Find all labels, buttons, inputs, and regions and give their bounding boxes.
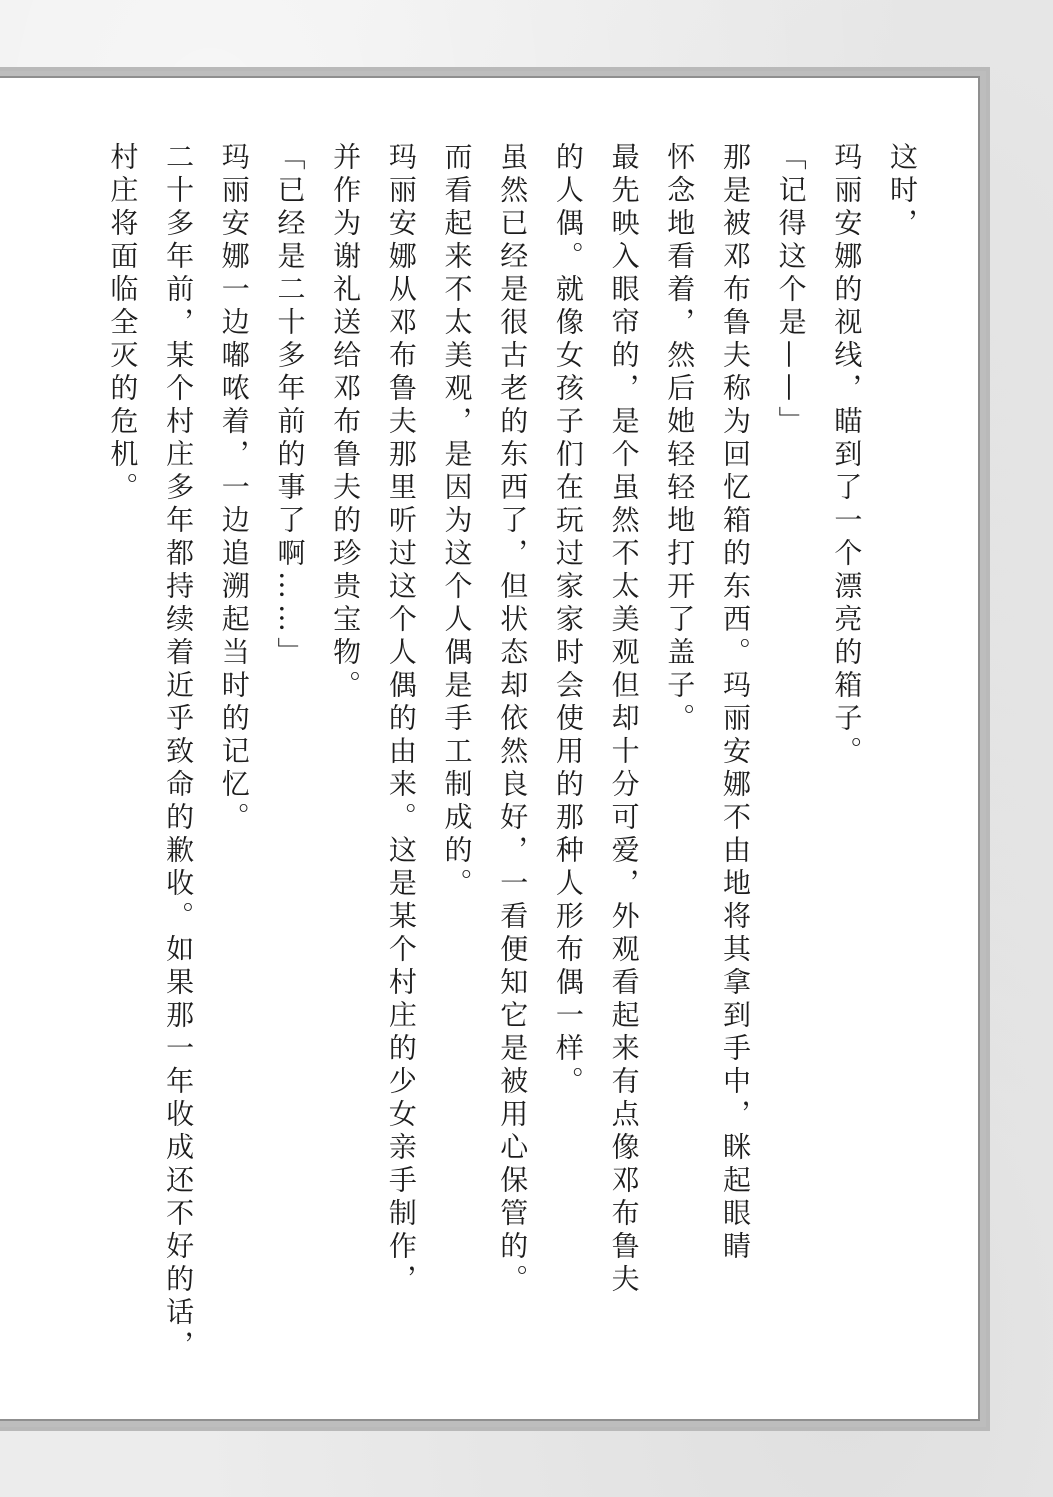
text-line-5: 怀念地看着，然后她轻轻地打开了盖子。 bbox=[663, 142, 697, 736]
text-line-9: 而看起来不太美观，是因为这个人偶是手工制成的。 bbox=[440, 142, 474, 901]
text-line-7: 的人偶。就像女孩子们在玩过家家时会使用的那种人形布偶一样。 bbox=[551, 142, 585, 1099]
text-line-8: 虽然已经是很古老的东西了，但状态却依然良好，一看便知它是被用心保管的。 bbox=[496, 142, 530, 1297]
text-line-1: 这时， bbox=[886, 142, 919, 241]
text-line-11: 并作为谢礼送给邓布鲁夫的珍贵宝物。 bbox=[329, 142, 363, 703]
text-line-10: 玛丽安娜从邓布鲁夫那里听过这个人偶的由来。这是某个村庄的少女亲手制作， bbox=[384, 142, 418, 1297]
text-line-13: 玛丽安娜一边嘟哝着，一边追溯起当时的记忆。 bbox=[217, 142, 251, 835]
text-line-3: 「记得这个是——」 bbox=[774, 142, 808, 439]
text-line-6: 最先映入眼帘的，是个虽然不太美观但却十分可爱，外观看起来有点像邓布鲁夫 bbox=[607, 142, 641, 1297]
text-line-4: 那是被邓布鲁夫称为回忆箱的东西。玛丽安娜不由地将其拿到手中，眯起眼睛 bbox=[718, 142, 752, 1264]
text-line-2: 玛丽安娜的视线，瞄到了一个漂亮的箱子。 bbox=[830, 142, 864, 769]
vertical-text-body bbox=[100, 142, 930, 1372]
text-line-15: 村庄将面临全灭的危机。 bbox=[106, 142, 140, 505]
text-line-12: 「已经是二十多年前的事了啊……」 bbox=[273, 142, 307, 670]
text-line-14: 二十多年前，某个村庄多年都持续着近乎致命的歉收。如果那一年收成还不好的话， bbox=[162, 142, 196, 1363]
